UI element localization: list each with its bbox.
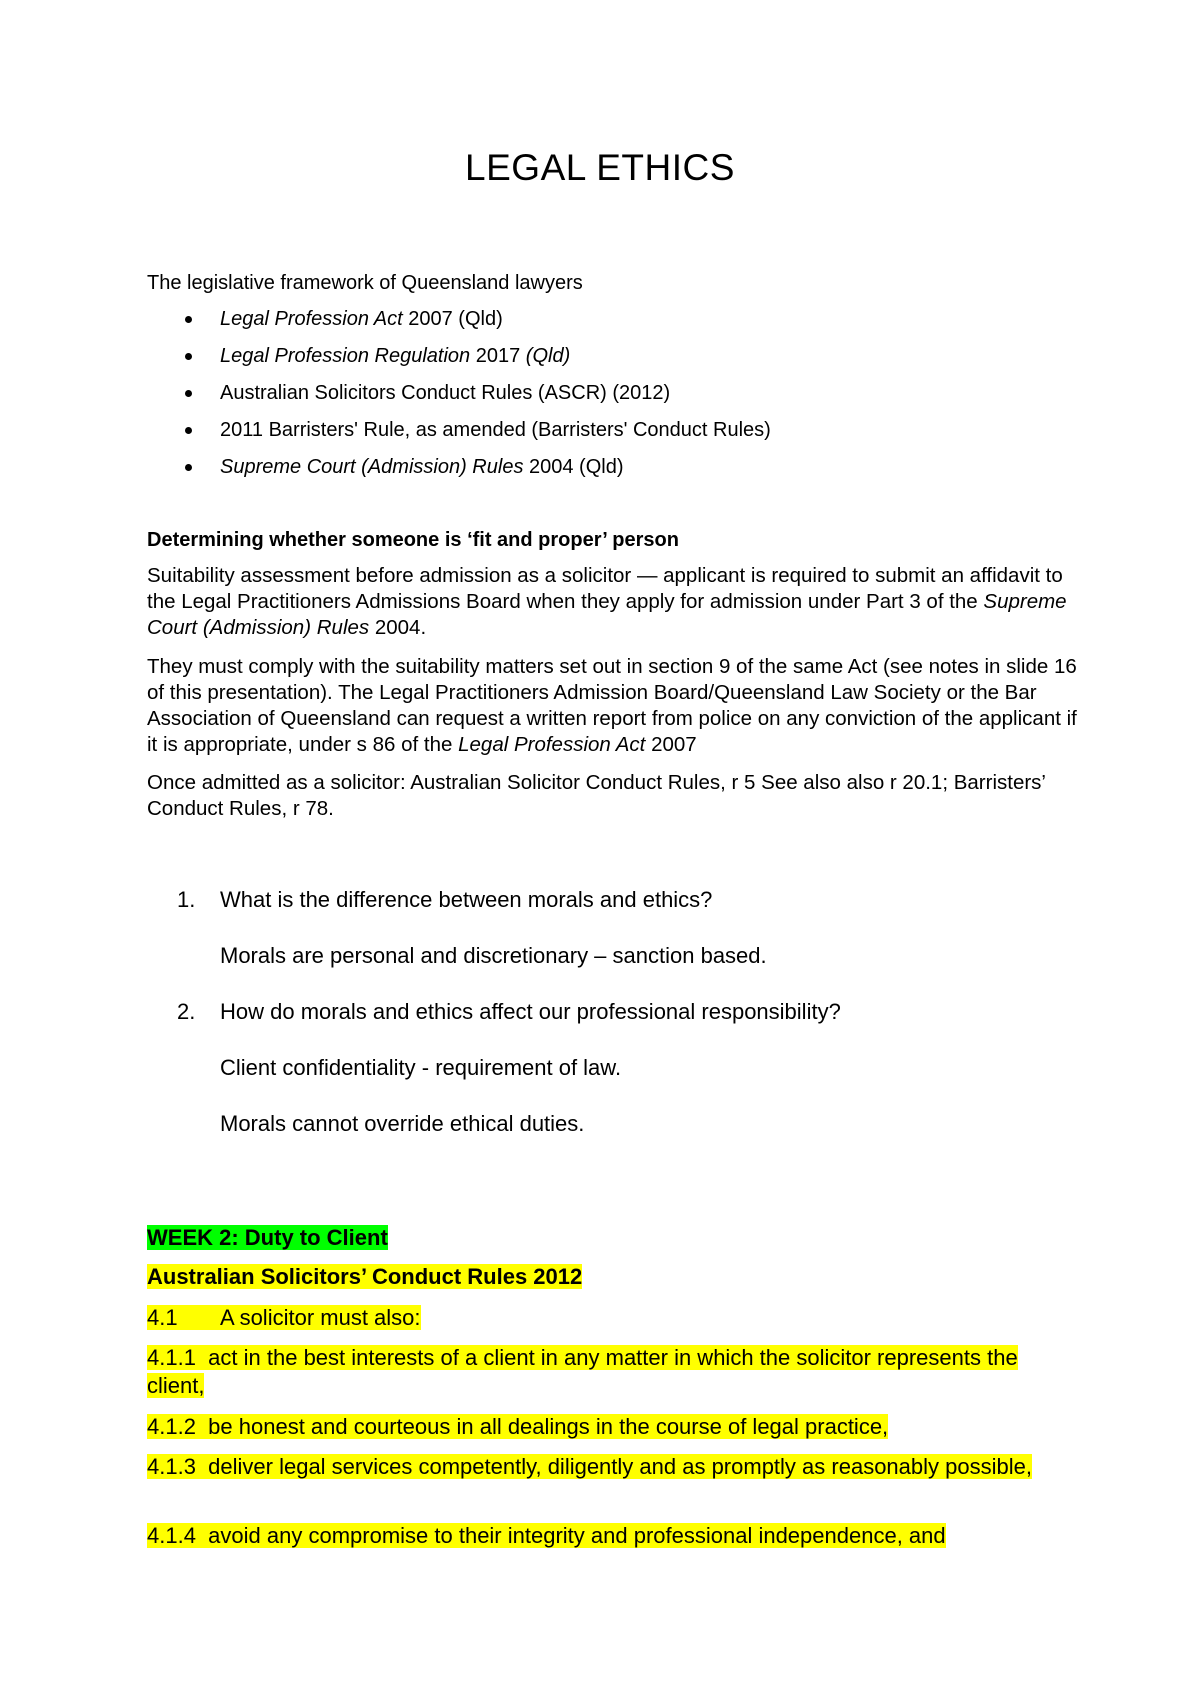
rule-highlight — [147, 1523, 946, 1548]
item-italic: Legal Profession Act — [220, 308, 403, 330]
paragraph: Once admitted as a solicitor: Australian Solicitor Conduct Rules, r 5 See also also r 20.1; Barristers’ Conduct Rules, r 78. — [147, 771, 1046, 820]
paragraph-text: 2004. — [369, 616, 427, 639]
rule-text: A solicitor must also: — [220, 1305, 421, 1330]
rule-text: avoid any compromise to their integrity and professional independence, and — [208, 1523, 946, 1548]
week-heading-text: WEEK 2: Duty to Client — [147, 1225, 388, 1250]
question — [147, 886, 841, 914]
question-text: How do morals and ethics affect our professional responsibility? — [220, 999, 841, 1024]
paragraph — [147, 654, 1077, 758]
item-italic: (Qld) — [525, 345, 571, 367]
rule-text: act in the best interests of a client in any matter in which the solicitor represents the client, — [147, 1345, 1018, 1398]
bullet-icon — [185, 427, 192, 434]
list-item — [147, 343, 771, 380]
list-item — [147, 417, 771, 454]
question-number: 2. — [177, 999, 196, 1024]
list-item — [147, 454, 771, 491]
question-list — [147, 886, 841, 1138]
item-text: 2007 (Qld) — [402, 308, 503, 330]
bullet-icon — [185, 464, 192, 471]
rule-highlight — [147, 1414, 888, 1439]
question — [147, 998, 841, 1026]
rules-title — [147, 1264, 582, 1290]
item-text: Australian Solicitors Conduct Rules (ASCR) (2012) — [220, 382, 671, 404]
rule-text: deliver legal services competently, diligently and as promptly as reasonably possible, — [208, 1454, 1032, 1479]
intro-text: The legislative framework of Queensland lawyers — [147, 272, 583, 294]
rule-number: 4.1.3 — [147, 1454, 196, 1479]
list-item — [147, 306, 771, 343]
rules-title-text: Australian Solicitors’ Conduct Rules 2012 — [147, 1264, 583, 1289]
rule-number: 4.1.4 — [147, 1523, 196, 1548]
answer: Morals are personal and discretionary – sanction based. — [220, 943, 767, 968]
paragraph-italic: Supreme Court (Admission) Rules — [147, 590, 1067, 639]
answer: Morals cannot override ethical duties. — [220, 1111, 585, 1136]
rule-item — [147, 1304, 1067, 1332]
rule-number: 4.1.2 — [147, 1414, 196, 1439]
rule-text: be honest and courteous in all dealings in the course of legal practice, — [208, 1414, 889, 1439]
item-text: 2011 Barristers' Rule, as amended (Barristers' Conduct Rules) — [220, 419, 771, 441]
rule-number: 4.1.1 — [147, 1345, 196, 1370]
paragraph-text: Suitability assessment before admission as a solicitor — applicant is required to submit an affidavit to the Legal Practitioners Admissions Board when they apply for admission under Part 3 of the — [147, 564, 1063, 613]
list-item — [147, 380, 771, 417]
paragraph — [147, 563, 1077, 641]
rule-highlight — [147, 1305, 421, 1330]
paragraph-italic: Legal Profession Act — [458, 733, 646, 756]
bullet-icon — [185, 353, 192, 360]
bullet-icon — [185, 316, 192, 323]
week-heading — [147, 1225, 388, 1251]
rule-item — [147, 1453, 1067, 1481]
item-text: 2004 (Qld) — [523, 456, 624, 478]
rule-item — [147, 1413, 1067, 1441]
rule-highlight — [147, 1345, 1018, 1398]
item-text: 2017 — [470, 345, 526, 367]
rule-item — [147, 1344, 1067, 1400]
question-text: What is the difference between morals and ethics? — [220, 887, 713, 912]
question-number: 1. — [177, 887, 196, 912]
paragraph-text: They must comply with the suitability matters set out in section 9 of the same Act (see notes in slide 16 of this presentation). The Legal Practitioners Admission Board/Queensland Law Society or the Bar Association of Queensland can request a written report from police on any conviction of the applicant if it is appropriate, under s 86 of the — [147, 655, 1077, 756]
paragraph-text: 2007 — [645, 733, 697, 756]
rule-number: 4.1 — [147, 1305, 178, 1330]
item-italic: Supreme Court (Admission) Rules — [220, 456, 524, 478]
rule-highlight — [147, 1454, 1032, 1479]
document-title: LEGAL ETHICS — [465, 147, 735, 188]
item-italic: Legal Profession Regulation — [220, 345, 471, 367]
bullet-icon — [185, 390, 192, 397]
rule-item — [147, 1522, 1067, 1550]
legislation-list — [147, 306, 771, 491]
answer: Client confidentiality - requirement of law. — [220, 1055, 622, 1080]
fit-proper-heading: Determining whether someone is ‘fit and proper’ person — [147, 529, 679, 551]
